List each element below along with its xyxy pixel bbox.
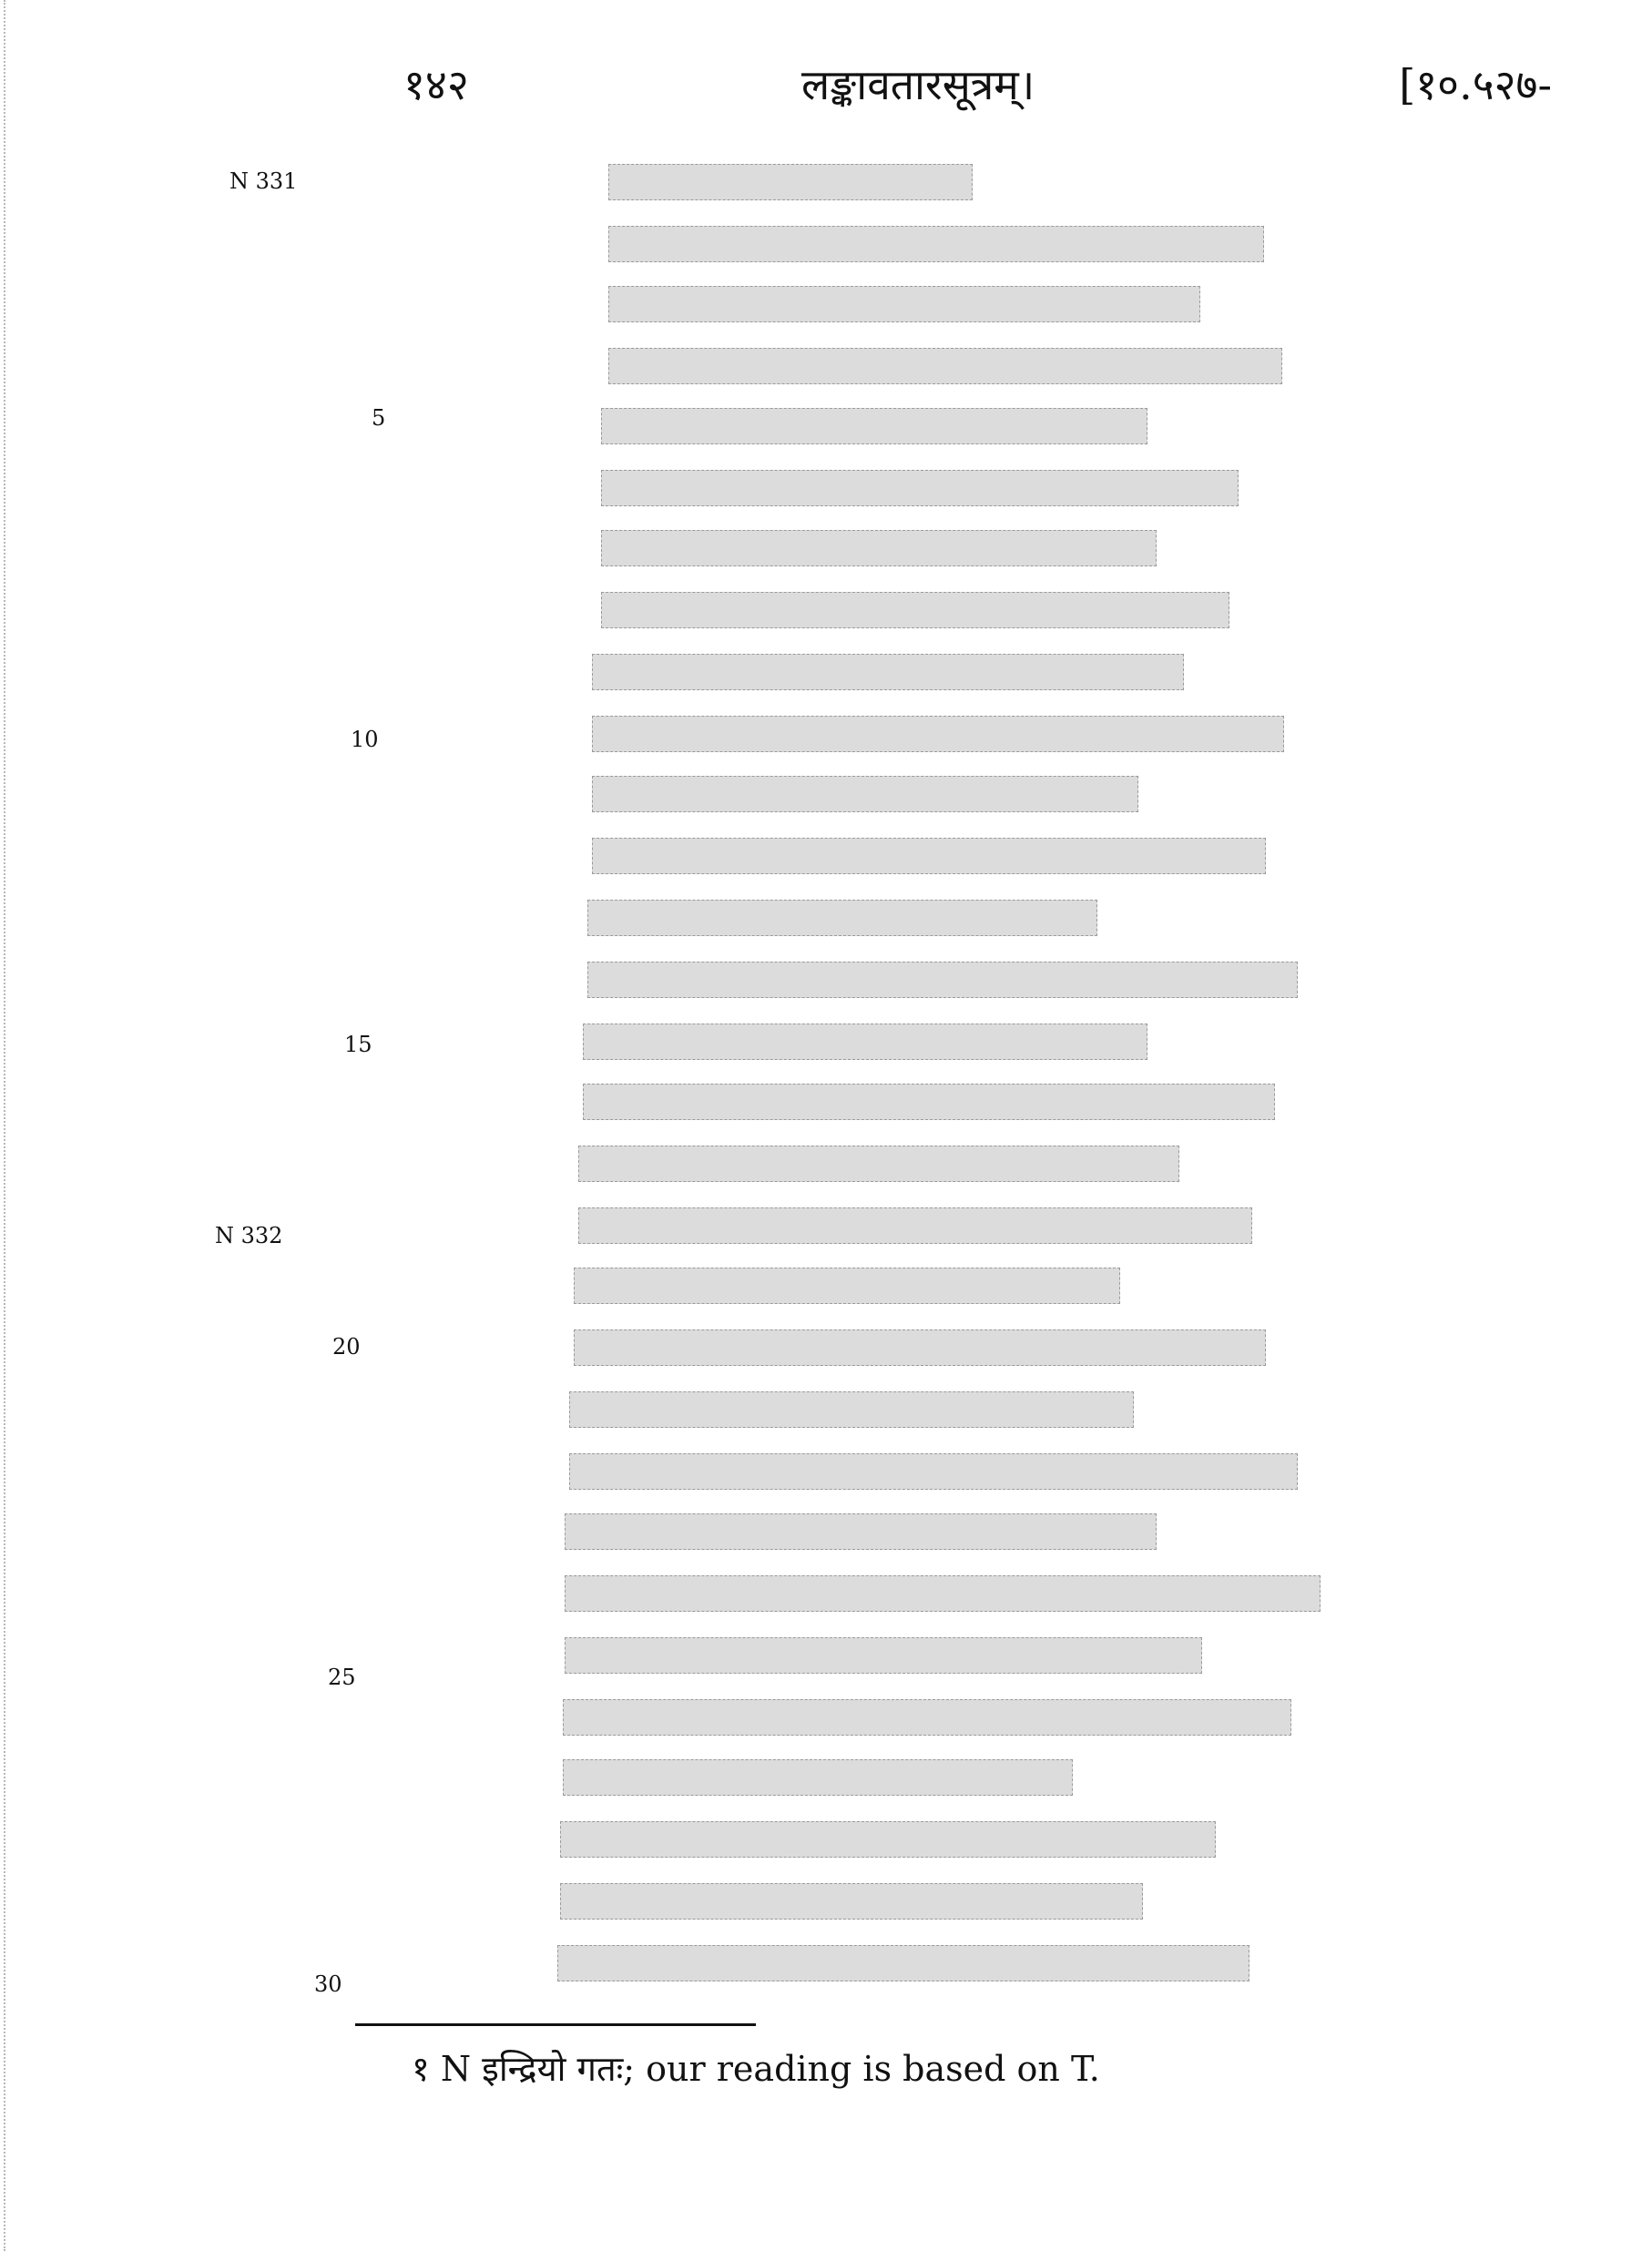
verse-line-placeholder (569, 1391, 1134, 1428)
verse-line-placeholder (592, 716, 1284, 752)
verse-line-placeholder (587, 962, 1298, 998)
verse-line-placeholder (565, 1513, 1157, 1550)
verse-line-placeholder (601, 530, 1157, 566)
verse-line-placeholder (587, 900, 1097, 936)
running-title: लङ्कावतारसूत्रम्। (801, 60, 1035, 109)
margin-marker: 20 (332, 1334, 361, 1360)
margin-marker: 10 (351, 727, 379, 752)
footnote: १ N इन्द्रियो गतः; our reading is based on T. (412, 2049, 1100, 2089)
verse-line-placeholder (574, 1268, 1120, 1304)
verse-line-placeholder (574, 1329, 1266, 1366)
margin-marker: 30 (314, 1971, 342, 1997)
verse-line-placeholder (578, 1146, 1179, 1182)
verse-line-placeholder (608, 164, 973, 200)
verse-line-placeholder (563, 1759, 1073, 1796)
verse-line-placeholder (608, 286, 1200, 322)
verse-line-placeholder (592, 654, 1184, 690)
margin-marker: 5 (372, 405, 386, 431)
verse-line-placeholder (592, 776, 1138, 812)
page-number: १४२ (403, 60, 469, 109)
section-reference: [१०.५२७- (1399, 60, 1552, 109)
footnote-rule (355, 2023, 756, 2026)
page-edge (4, 0, 5, 2251)
margin-marker: 25 (328, 1665, 356, 1690)
verse-line-placeholder (565, 1575, 1321, 1612)
verse-line-placeholder (608, 348, 1282, 384)
verse-line-placeholder (583, 1084, 1275, 1120)
verse-line-placeholder (608, 226, 1264, 262)
margin-marker: N 331 (229, 168, 298, 194)
verse-line-placeholder (601, 592, 1229, 628)
margin-marker: 15 (344, 1032, 372, 1057)
verse-line-placeholder (601, 408, 1147, 444)
verse-line-placeholder (565, 1637, 1202, 1674)
verse-line-placeholder (563, 1699, 1291, 1736)
verse-line-placeholder (583, 1024, 1147, 1060)
verse-line-placeholder (560, 1883, 1143, 1920)
verse-line-placeholder (578, 1207, 1252, 1244)
verse-line-placeholder (592, 838, 1266, 874)
margin-marker: N 332 (215, 1223, 283, 1248)
verse-line-placeholder (569, 1453, 1298, 1490)
verse-line-placeholder (557, 1945, 1249, 1981)
verse-line-placeholder (560, 1821, 1216, 1858)
verse-line-placeholder (601, 470, 1239, 506)
